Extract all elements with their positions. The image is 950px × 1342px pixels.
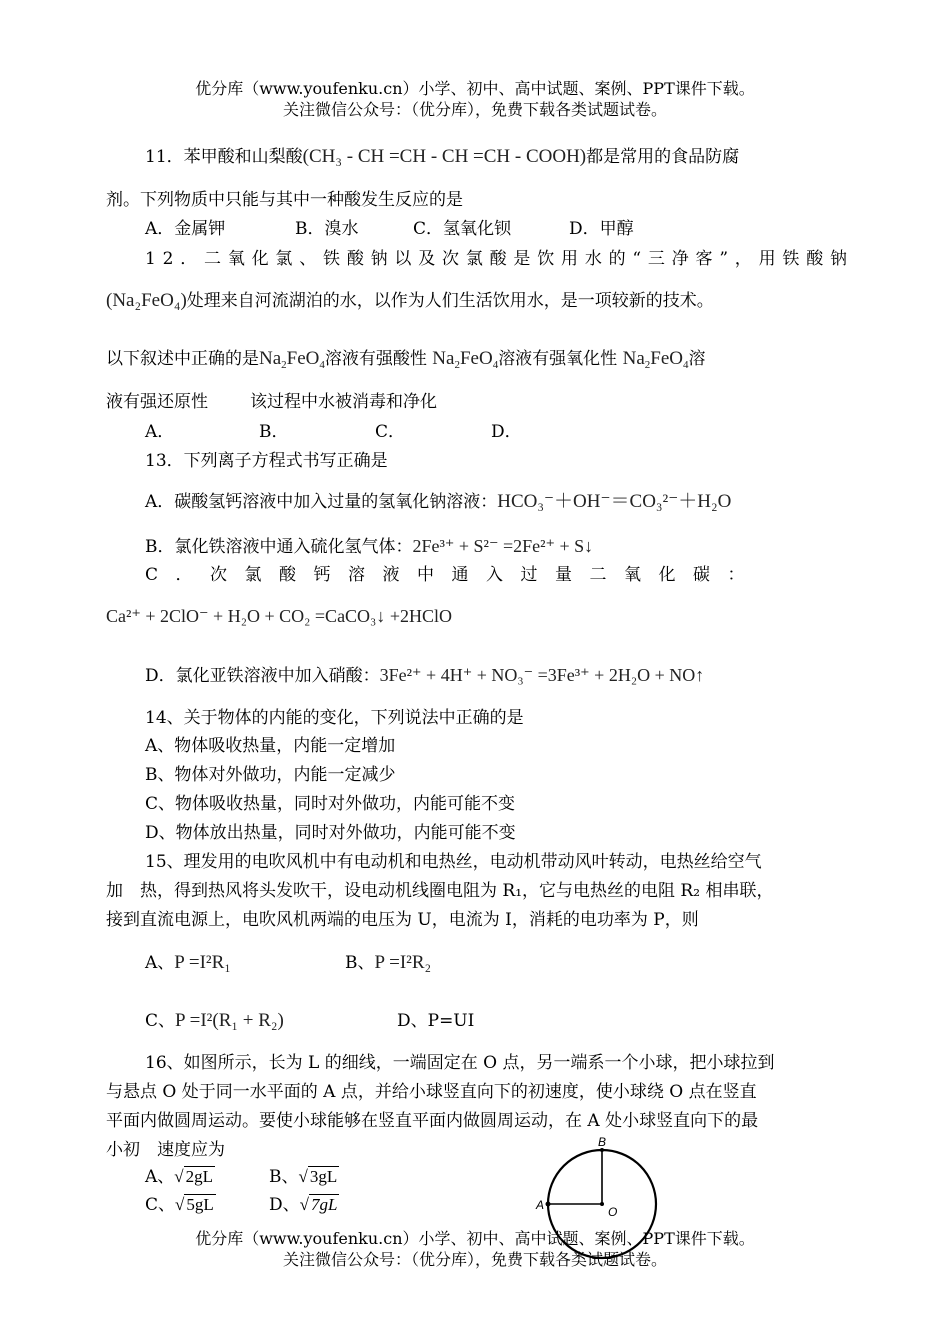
q16-options-ab: [145, 1166, 851, 1188]
q12-statement-4: 该过程中水被消毒和净化: [250, 392, 437, 412]
page-header: [0, 78, 950, 120]
q12-formula: (Na₂FeO₄): [106, 290, 187, 311]
q15-line-1: 15、理发用的电吹风机中有电动机和电热丝，电动机带动风叶转动，电热丝给空气: [145, 852, 762, 872]
q15-line-3: 接到直流电源上，电吹风机两端的电压为 U，电流为 I，消耗的电功率为 P，则: [106, 910, 699, 930]
q15-option-a-equation: P =I²R₁: [174, 952, 231, 973]
q13-option-d: [145, 664, 851, 687]
q11-option-a: A．金属钾: [145, 219, 226, 239]
q12-statement-3b: 液有强还原性: [106, 392, 208, 412]
q13-option-b-text: B．氯化铁溶液中通入硫化氢气体：: [145, 537, 413, 557]
q13-option-b-equation: 2Fe³⁺ + S²⁻ =2Fe²⁺ + S↓: [412, 536, 594, 556]
q11-formula: (CH₃ - CH =CH - CH =CH - COOH): [302, 146, 587, 167]
q11-option-d: D．甲醇: [569, 219, 634, 239]
q12-na2feo4-2: $Na_2FeO_4$: [432, 348, 499, 371]
q13-option-a-equation: HCO₃⁻＋OH⁻＝CO₃²⁻＋H₂O: [497, 491, 732, 512]
page-footer: [0, 1228, 950, 1270]
q16-option-c-label: C、: [145, 1195, 176, 1215]
q15-option-d: D、P=UI: [397, 1011, 475, 1031]
q15-line-2: 加 热，得到热风将头发吹干，设电动机线圈电阻为 R₁，它与电热丝的电阻 R₂ 相串联，: [106, 881, 774, 901]
q15-options-cd: [145, 1010, 851, 1032]
q12-option-a: A．: [145, 422, 175, 442]
q11-stem-line-1: [145, 146, 851, 168]
q12-statement-2: 溶液有强氧化性: [498, 349, 618, 369]
q12-stem-line-2: [106, 290, 851, 312]
q12-option-c: C．: [375, 422, 406, 442]
q16-option-b-label: B、: [269, 1167, 299, 1187]
q13-option-b: [145, 535, 851, 558]
header-line-1: 优分库（www.youfenku.cn）小学、初中、高中试题、案例、PPT课件下载。: [195, 79, 755, 98]
q16-option-d-radical: √ 7gL: [299, 1195, 338, 1214]
q16-option-a-radical: √ 2gL: [174, 1167, 214, 1186]
q15-option-b-label: B、: [345, 953, 375, 973]
q15-options-ab: [145, 952, 851, 974]
q11-option-c: C．氢氧化钡: [413, 219, 512, 239]
q16-options-cd: [145, 1194, 851, 1216]
q14-option-b: B、物体对外做功，内能一定减少: [145, 765, 396, 785]
q13-option-c-equation: Ca²⁺ + 2ClO⁻ + H₂O + CO₂ =CaCO₃↓ +2HClO: [106, 606, 452, 626]
center-point-o: [600, 1202, 604, 1206]
q16-line-3: 平面内做圆周运动。要使小球能够在竖直平面内做圆周运动，在 A 处小球竖直向下的最: [106, 1111, 759, 1131]
q12-stem-c: 以下叙述中正确的是: [106, 349, 259, 369]
q12-option-b: B．: [259, 422, 289, 442]
q16-line-4: 小初 速度应为: [106, 1140, 225, 1160]
q12-stem-line-4: [106, 391, 851, 413]
q16-option-b-radical: √ 3gL: [298, 1167, 338, 1186]
q12-options: [145, 421, 851, 443]
q16-line-1: 16、如图所示，长为 L 的细线，一端固定在 O 点，另一端系一个小球，把小球拉到: [145, 1053, 775, 1073]
label-b: B: [598, 1135, 607, 1149]
q11-stem-b: 都是常用的食品防腐: [586, 147, 740, 167]
q13-option-a: [145, 491, 851, 513]
q12-stem-a: 12．二氧化氯、铁酸钠以及次氯酸是饮用水的“三净客”，用铁酸钠: [145, 249, 854, 269]
q12-na2feo4-1: $Na_2FeO_4$: [259, 348, 325, 371]
footer-line-1: 优分库（www.youfenku.cn）小学、初中、高中试题、案例、PPT课件下载。: [195, 1229, 755, 1248]
q15-option-a-label: A、: [145, 953, 175, 973]
q13-option-c-text: C．次氯酸钙溶液中通入过量二氧化碳：: [145, 565, 763, 585]
q11-stem-c: 剂。下列物质中只能与其中一种酸发生反应的是: [106, 190, 463, 210]
q12-statement-3a: 溶: [688, 349, 706, 369]
q15-option-c-equation: P =I²(R₁ + R₂): [175, 1010, 284, 1031]
ball-point-a: [546, 1202, 551, 1207]
q12-na2feo4-3: $Na_2FeO_4$: [622, 348, 689, 371]
q14-option-d: D、物体放出热量，同时对外做功，内能可能不变: [145, 823, 516, 843]
q13-option-d-text: D．氯化亚铁溶液中加入硝酸：: [145, 666, 380, 686]
q15-option-c-label: C、: [145, 1011, 176, 1031]
label-o: O: [608, 1205, 618, 1219]
q11-options: [145, 218, 851, 240]
q11-stem-a: 11．苯甲酸和山梨酸: [145, 147, 303, 167]
q12-stem-b: 处理来自河流湖泊的水，以作为人们生活饮用水，是一项较新的技术。: [186, 291, 714, 311]
q15-option-b-equation: P =I²R₂: [374, 952, 432, 973]
q16-option-d-label: D、: [269, 1195, 300, 1215]
q14-option-a: A、物体吸收热量，内能一定增加: [145, 736, 396, 756]
q13-option-a-text: A．碳酸氢钙溶液中加入过量的氢氧化钠溶液：: [145, 492, 498, 512]
q14-stem: 14、关于物体的内能的变化，下列说法中正确的是: [145, 708, 524, 728]
label-a: A: [536, 1198, 545, 1212]
footer-line-2: 关注微信公众号：（优分库），免费下载各类试题试卷。: [282, 1250, 667, 1269]
q16-line-2: 与悬点 O 处于同一水平面的 A 点，并给小球竖直向下的初速度，使小球绕 O 点在竖直: [106, 1082, 757, 1102]
q12-stem-line-3: [106, 348, 851, 376]
q16-option-a-label: A、: [145, 1167, 175, 1187]
q14-option-c: C、物体吸收热量，同时对外做功，内能可能不变: [145, 794, 516, 814]
q13-stem: 13．下列离子方程式书写正确是: [145, 451, 388, 471]
q12-statement-1: 溶液有强酸性: [324, 349, 427, 369]
q16-option-c-radical: √ 5gL: [175, 1195, 214, 1214]
q13-option-d-equation: 3Fe²⁺ + 4H⁺ + NO₃⁻ =3Fe³⁺ + 2H₂O + NO↑: [379, 665, 705, 685]
q11-option-b: B．溴水: [295, 219, 359, 239]
header-line-2: 关注微信公众号：（优分库），免费下载各类试题试卷。: [282, 100, 667, 119]
q12-option-d: D．: [491, 422, 522, 442]
